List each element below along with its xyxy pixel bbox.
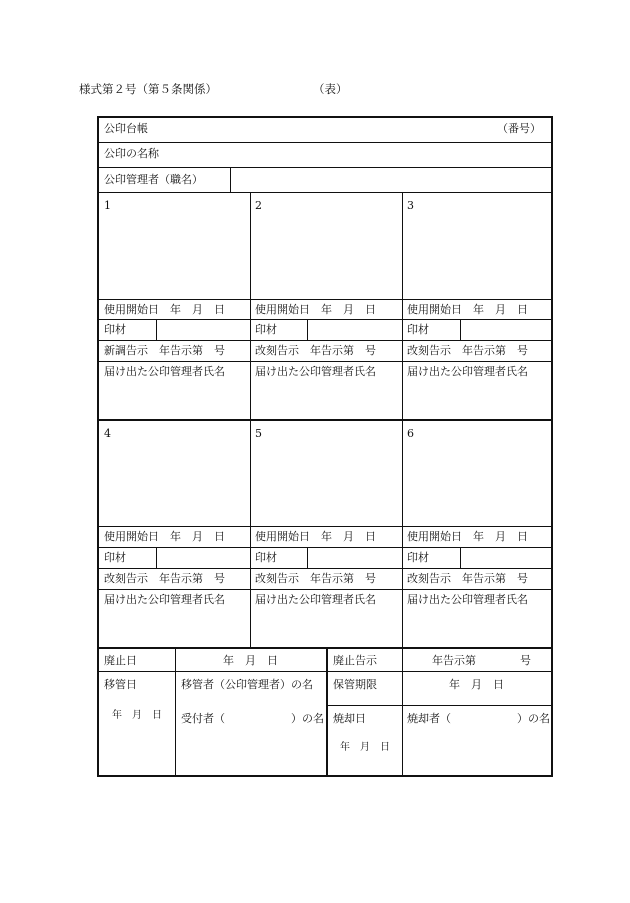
row-divider [328,705,551,706]
notice-label: 改刻告示 年告示第 号 [407,572,528,585]
material-label: 印材 [104,323,126,336]
material-divider [156,547,157,568]
material-divider [156,319,157,340]
material-label: 印材 [104,551,126,564]
seal-ledger-form [97,116,553,777]
reporter-label: 届け出た公印管理者氏名 [255,365,376,378]
group-divider [99,647,551,649]
transferor-label: 移管者（公印管理者）の名 [181,678,313,691]
transfer-label: 移管日 [104,678,137,691]
row-divider [99,142,551,143]
row-divider [99,361,551,362]
reporter-label: 届け出た公印管理者氏名 [255,593,376,606]
row-divider [99,568,551,569]
reporter-label: 届け出た公印管理者氏名 [407,593,528,606]
footer-divider [175,647,176,777]
row-divider [99,299,551,300]
footer-divider [326,647,328,777]
transfer-date: 年 月 日 [112,710,162,721]
material-label: 印材 [255,323,277,336]
retention-date: 年 月 日 [449,678,504,691]
notice-label: 改刻告示 年告示第 号 [255,572,376,585]
material-divider [307,547,308,568]
row-divider [99,167,551,168]
form-number: 様式第２号（第５条関係） [79,82,217,96]
row-divider [99,319,551,320]
material-label: 印材 [407,551,429,564]
reporter-label: 届け出た公印管理者氏名 [407,365,528,378]
manager-label: 公印管理者（職名） [104,173,203,186]
start-date-label: 使用開始日 年 月 日 [255,303,376,316]
abolish-date: 年 月 日 [223,654,278,667]
manager-divider [230,167,231,192]
side-label: （表） [313,82,348,96]
cell-number: 2 [255,199,262,212]
incinerator-label: 焼却者（ ）の名 [407,712,550,725]
incinerate-date: 年 月 日 [340,742,390,753]
group-divider [99,419,551,421]
notice-label: 改刻告示 年告示第 号 [255,344,376,357]
start-date-label: 使用開始日 年 月 日 [104,303,225,316]
reporter-label: 届け出た公印管理者氏名 [104,593,225,606]
cell-number: 5 [255,427,262,440]
start-date-label: 使用開始日 年 月 日 [407,303,528,316]
abolish-label: 廃止日 [104,654,137,667]
retention-label: 保管期限 [333,678,377,691]
row-divider [99,589,551,590]
material-divider [460,319,461,340]
start-date-label: 使用開始日 年 月 日 [104,530,225,543]
row-divider [99,671,551,672]
material-divider [460,547,461,568]
row-divider [99,526,551,527]
incinerate-label: 焼却日 [333,712,366,725]
row-divider [99,547,551,548]
material-label: 印材 [407,323,429,336]
receiver-label: 受付者（ ）の名 [181,712,324,725]
material-label: 印材 [255,551,277,564]
footer-divider [402,647,403,777]
ledger-title: 公印台帳 [104,122,148,135]
start-date-label: 使用開始日 年 月 日 [407,530,528,543]
abolish-notice-value: 年告示第 号 [432,654,531,667]
cell-number: 3 [407,199,414,212]
row-divider [99,340,551,341]
notice-label: 改刻告示 年告示第 号 [104,572,225,585]
notice-label: 改刻告示 年告示第 号 [407,344,528,357]
seal-name-label: 公印の名称 [104,147,159,160]
row-divider [99,192,551,193]
ledger-number-label: （番号） [497,122,541,135]
cell-number: 1 [104,199,111,212]
cell-number: 6 [407,427,414,440]
notice-label: 新調告示 年告示第 号 [104,344,225,357]
cell-number: 4 [104,427,111,440]
reporter-label: 届け出た公印管理者氏名 [104,365,225,378]
material-divider [307,319,308,340]
abolish-notice-label: 廃止告示 [333,654,377,667]
start-date-label: 使用開始日 年 月 日 [255,530,376,543]
